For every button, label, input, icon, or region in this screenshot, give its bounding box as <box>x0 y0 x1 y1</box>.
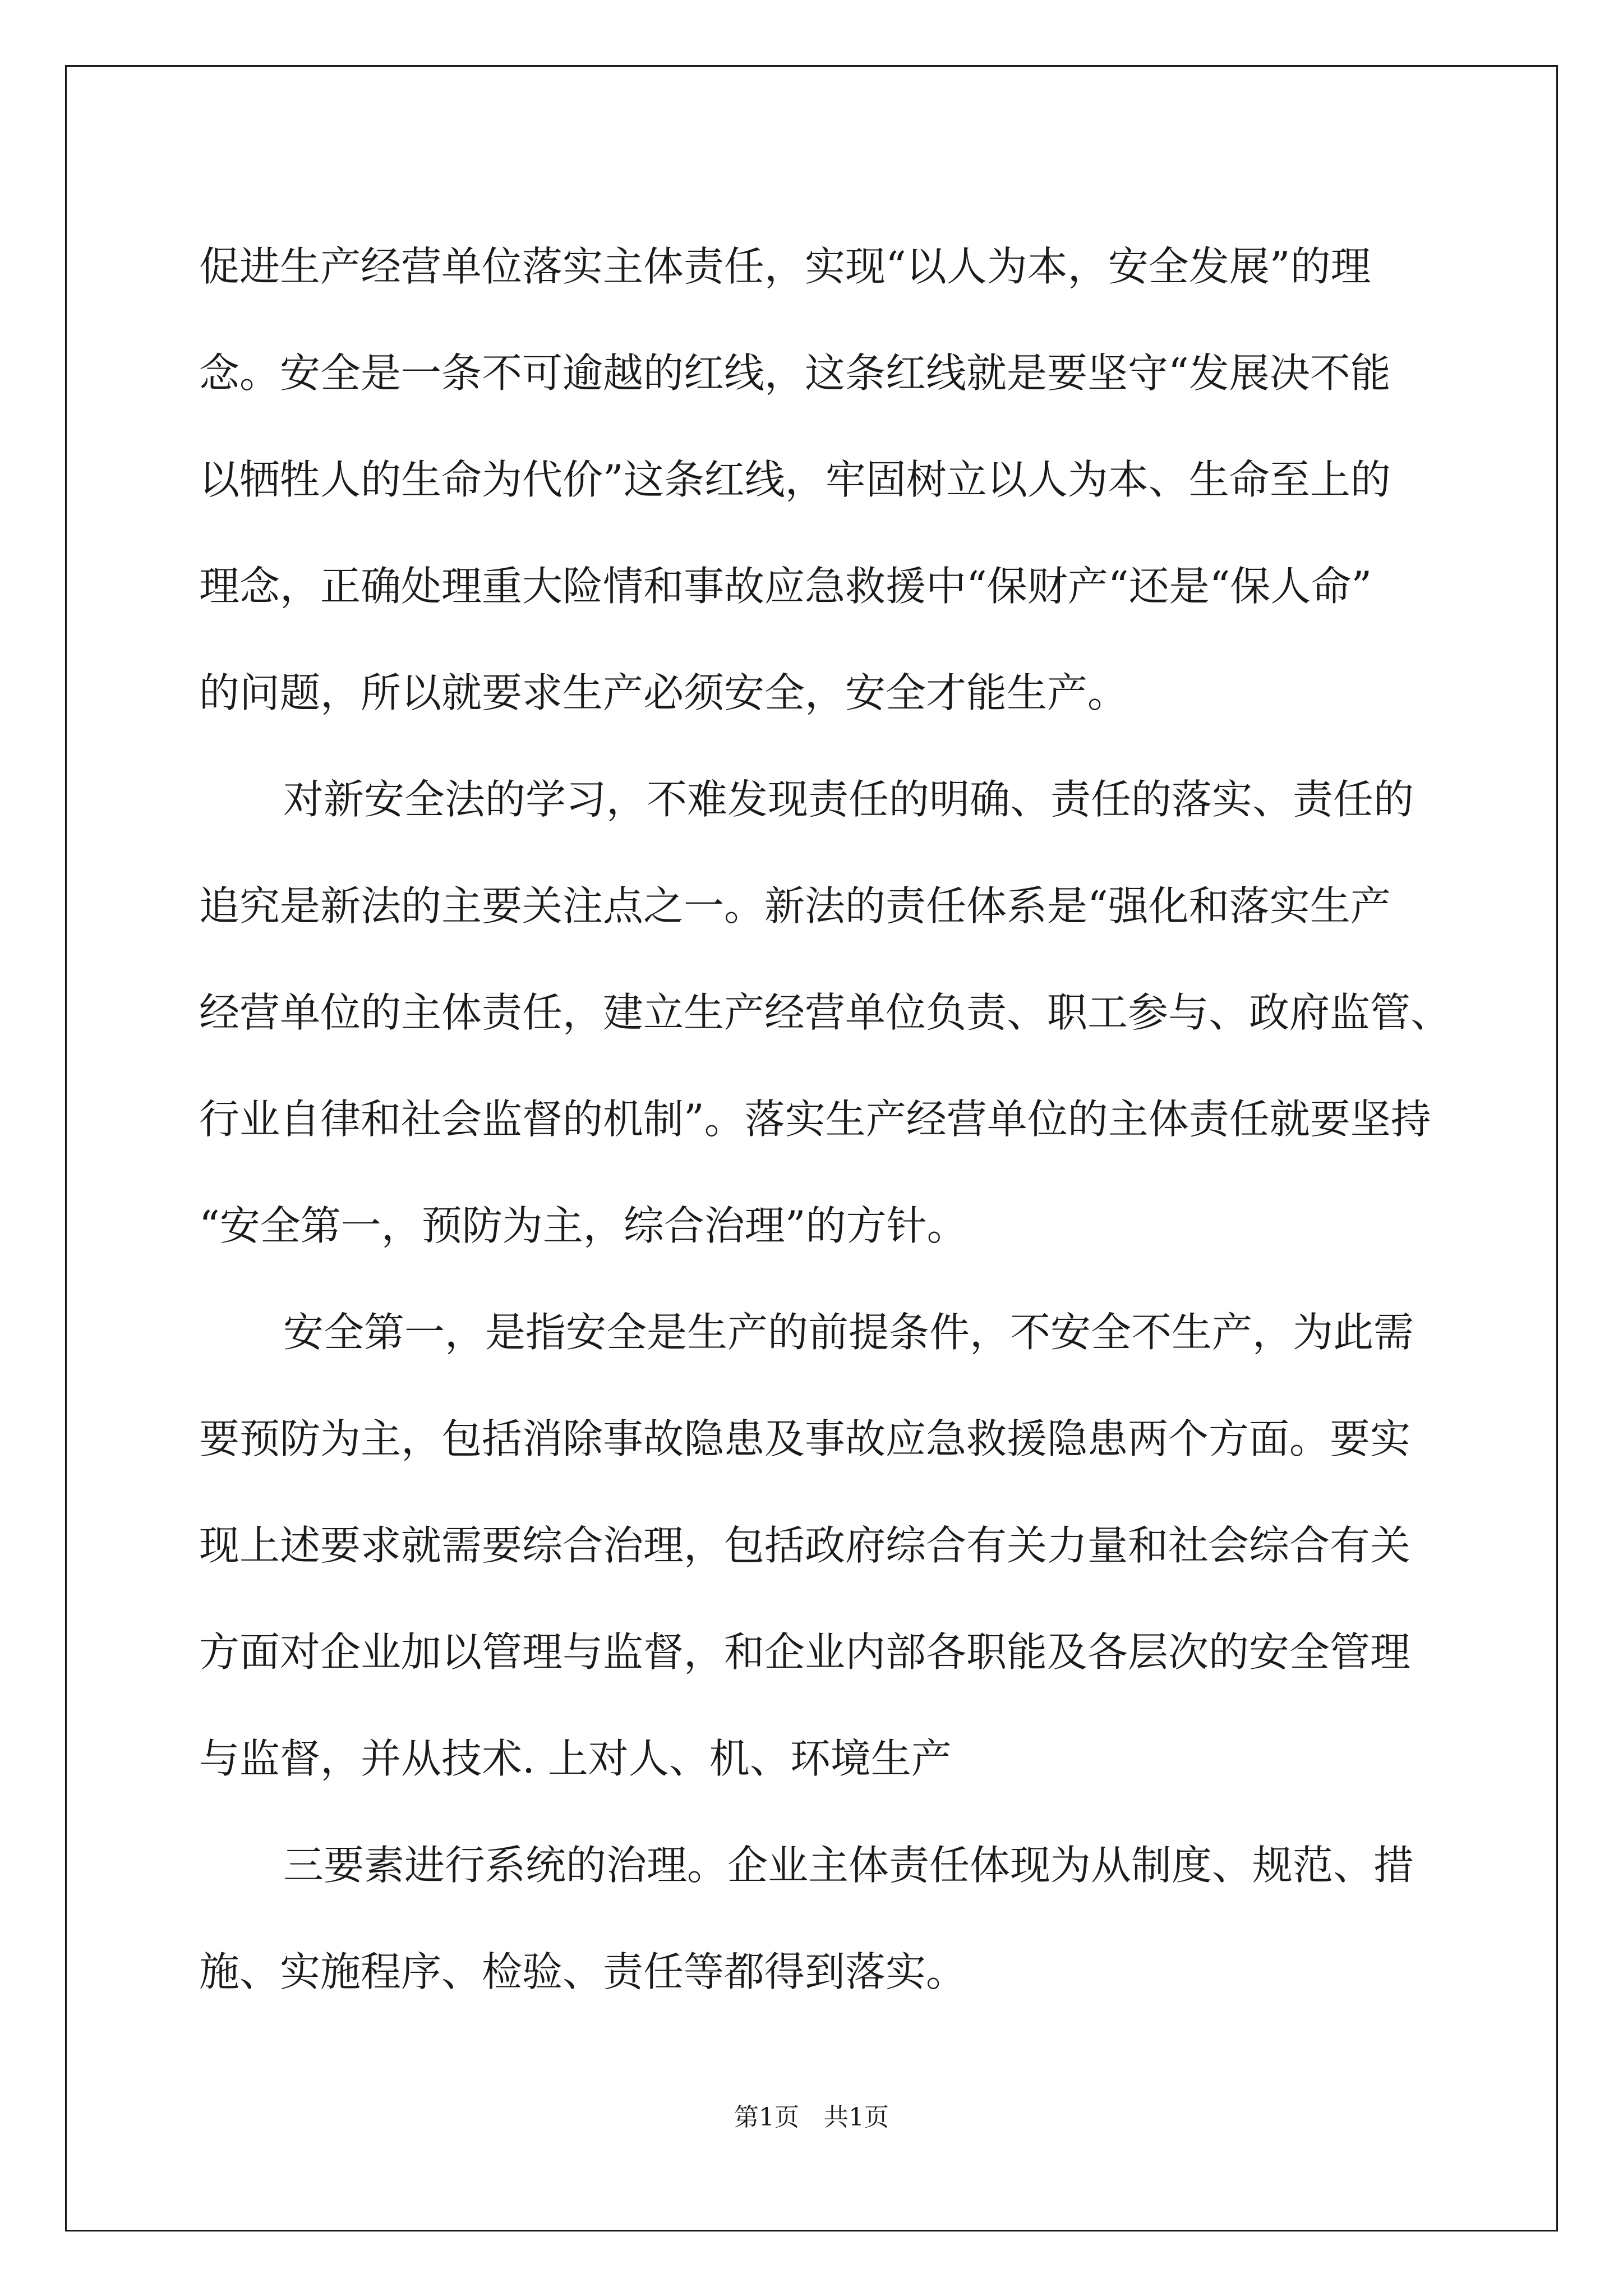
text-line: 要预防为主，包括消除事故隐患及事故应急救援隐患两个方面。要实 <box>199 1415 1411 1462</box>
text-line: “安全第一，预防为主，综合治理”的方针。 <box>199 1202 967 1249</box>
text-line: 三要素进行系统的治理。企业主体责任体现为从制度、规范、措 <box>283 1842 1414 1889</box>
text-line: 现上述要求就需要综合治理，包括政府综合有关力量和社会综合有关 <box>199 1522 1411 1569</box>
page-number: 第1页 共1页 <box>734 2103 889 2132</box>
text-line: 施、实施程序、检验、责任等都得到落实。 <box>199 1948 967 1995</box>
text-line: 的问题，所以就要求生产必须安全，安全才能生产。 <box>199 669 1128 716</box>
paragraph-4 <box>199 1812 1438 2025</box>
paragraph-3 <box>199 1279 1438 1812</box>
document-body <box>199 213 1451 2025</box>
text-line: 追究是新法的主要关注点之一。新法的责任体系是“强化和落实生产 <box>199 882 1391 930</box>
paragraph-1 <box>199 213 1438 746</box>
text-line: 安全第一，是指安全是生产的前提条件，不安全不生产，为此需 <box>283 1309 1414 1356</box>
text-line: 经营单位的主体责任，建立生产经营单位负责、职工参与、政府监管、 <box>199 989 1451 1036</box>
paragraph-2 <box>199 746 1451 1279</box>
text-line: 理念，正确处理重大险情和事故应急救援中“保财产“还是“保人命” <box>199 563 1372 610</box>
text-line: 与监督，并从技术. 上对人、机、环境生产 <box>199 1735 952 1782</box>
text-line: 促进生产经营单位落实主体责任，实现“以人为本，安全发展”的理 <box>199 243 1371 290</box>
text-line: 行业自律和社会监督的机制”。落实生产经营单位的主体责任就要坚持 <box>199 1096 1431 1143</box>
text-line: 以牺牲人的生命为代价”这条红线，牢固树立以人为本、生命至上的 <box>199 456 1391 503</box>
text-line: 念。安全是一条不可逾越的红线，这条红线就是要坚守“发展决不能 <box>199 349 1391 397</box>
text-line: 对新安全法的学习，不难发现责任的明确、责任的落实、责任的 <box>283 776 1414 823</box>
text-line: 方面对企业加以管理与监督，和企业内部各职能及各层次的安全管理 <box>199 1628 1411 1676</box>
